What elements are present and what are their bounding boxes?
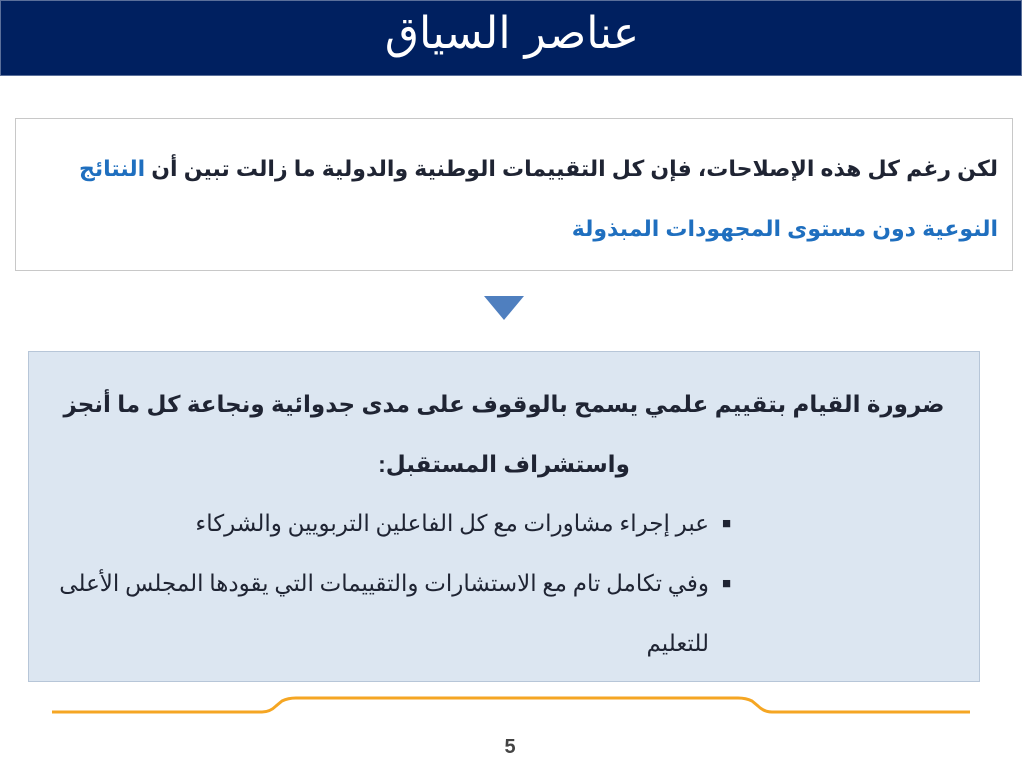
footer-divider <box>52 696 972 716</box>
list-item <box>59 554 731 674</box>
slide-title: عناصر السياق <box>384 8 640 59</box>
list-item <box>59 494 731 554</box>
list-item-text: عبر إجراء مشاورات مع كل الفاعلين التربويين والشركاء <box>195 511 709 536</box>
bullet-list <box>59 494 949 674</box>
page-number: 5 <box>504 736 516 758</box>
need-lead-text: ضرورة القيام بتقييم علمي يسمح بالوقوف على مدى جدوائية ونجاعة كل ما أنجز واستشراف المستقبل: <box>63 391 945 477</box>
context-text-main: لكن رغم كل هذه الإصلاحات، فإن كل التقييمات الوطنية والدولية ما زالت تبين أن <box>145 156 998 181</box>
title-bar <box>0 0 1022 76</box>
context-box <box>15 118 1013 271</box>
down-arrow-icon <box>484 296 524 320</box>
list-item-text: وفي تكامل تام مع الاستشارات والتقييمات التي يقودها المجلس الأعلى للتعليم <box>59 571 709 656</box>
square-bullet-icon: ■ <box>721 516 731 532</box>
square-bullet-icon: ■ <box>721 576 731 592</box>
context-text <box>26 139 998 259</box>
need-box <box>28 351 980 682</box>
context-text-highlight: النتائج النوعية دون مستوى المجهودات المبذولة <box>79 156 998 241</box>
